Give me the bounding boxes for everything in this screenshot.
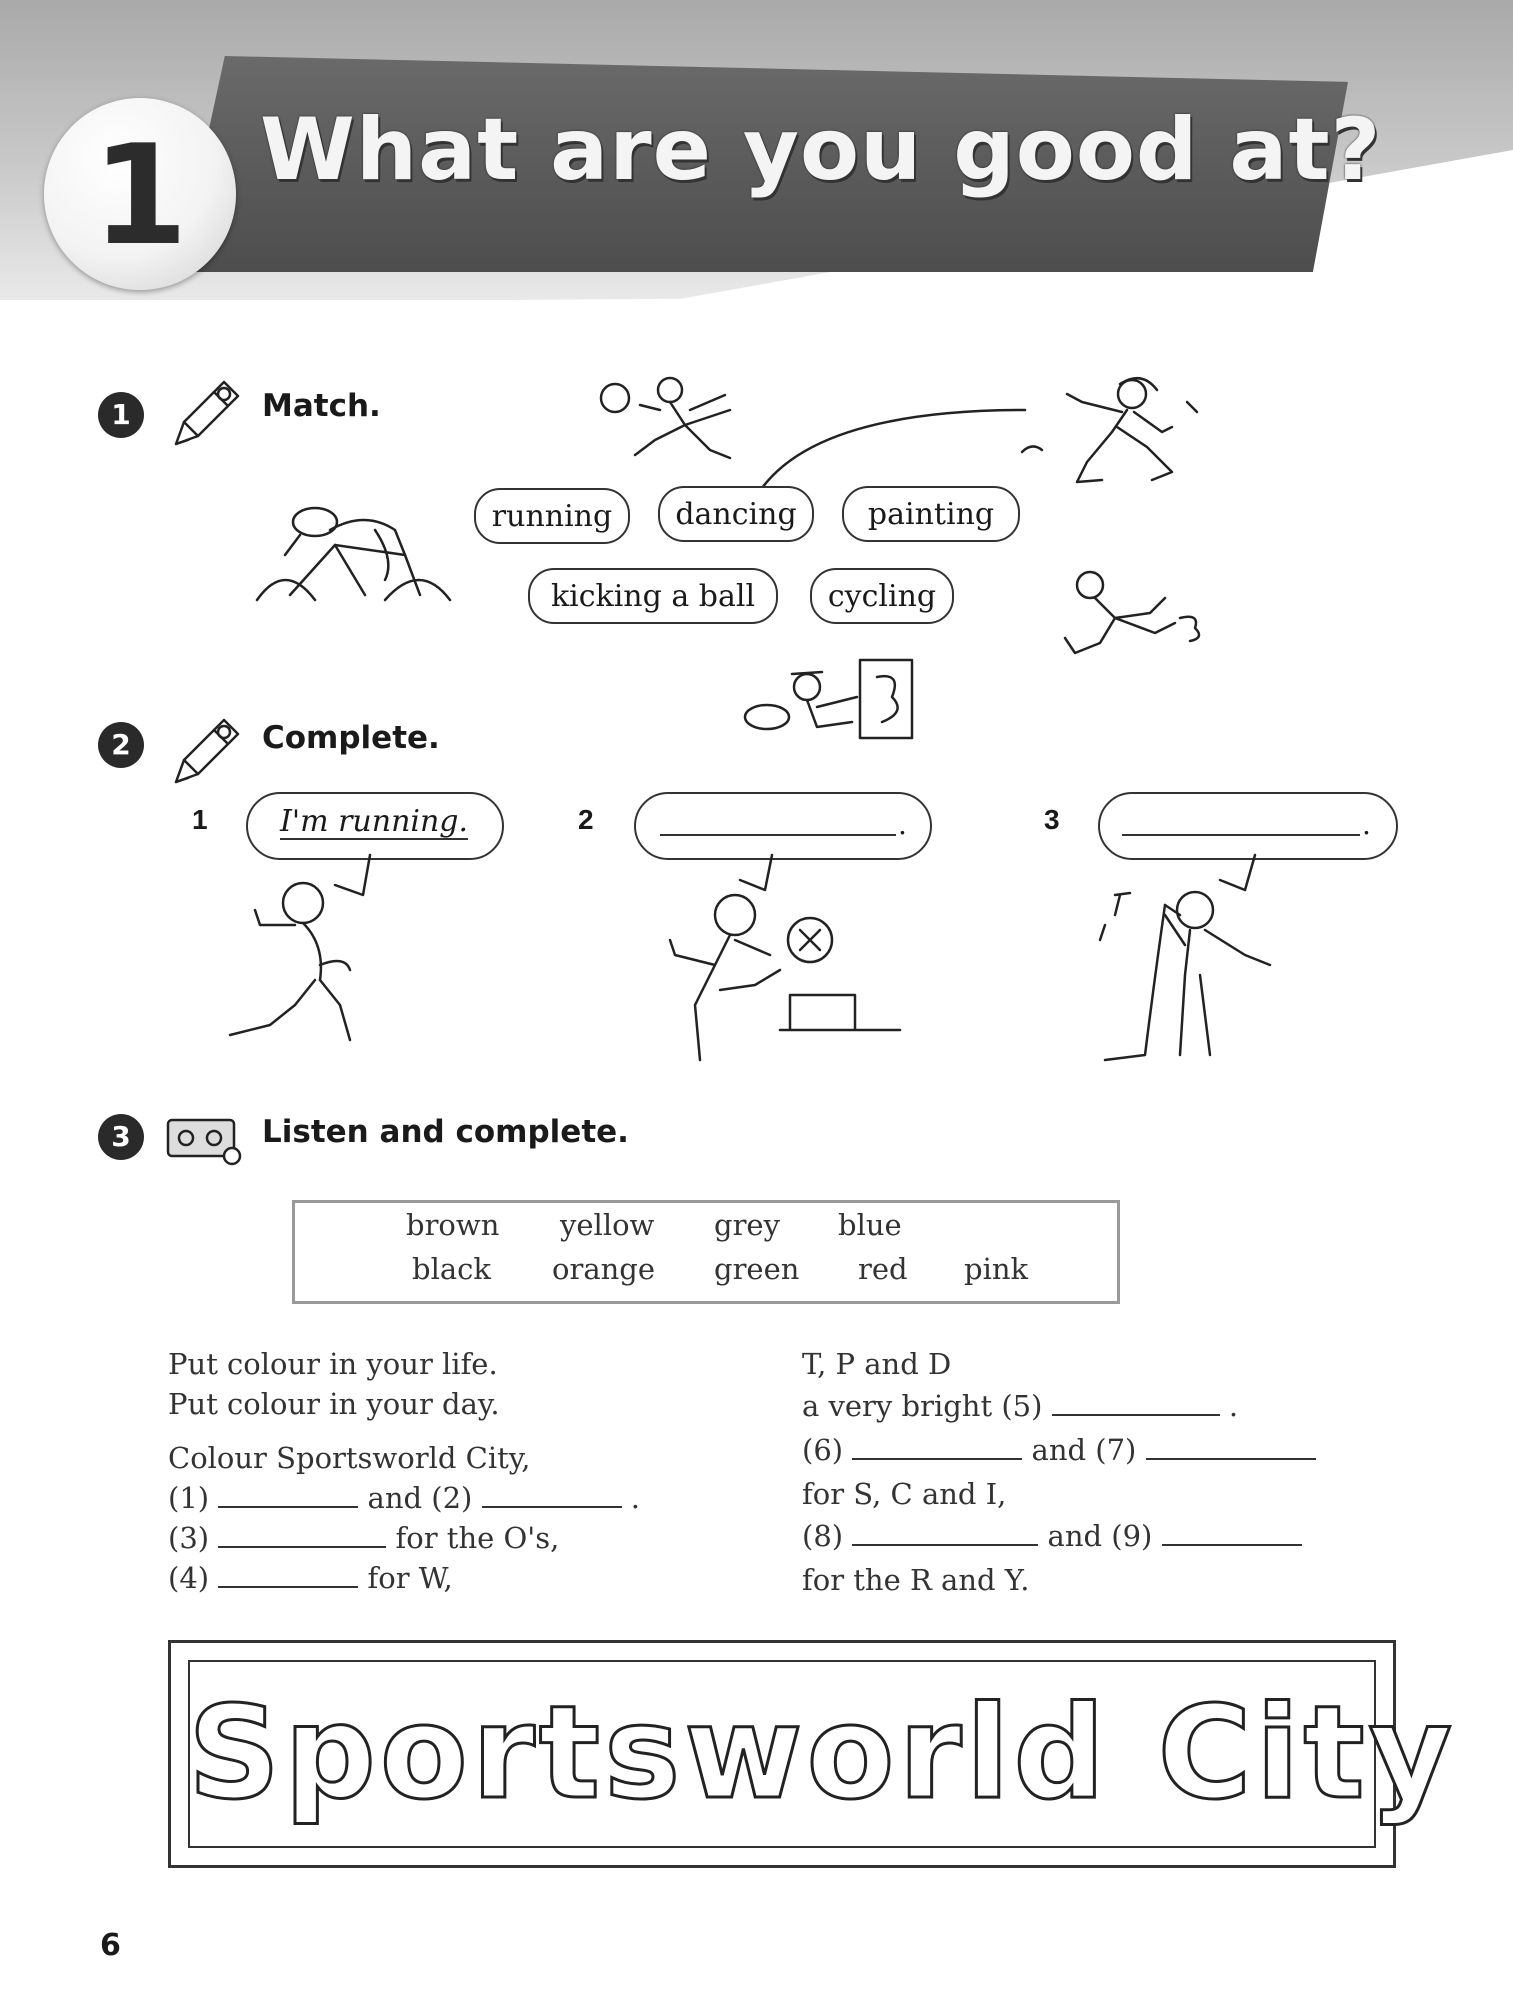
blank-1-label: (1) — [168, 1481, 210, 1515]
colour-brown: brown — [406, 1208, 500, 1242]
pencil-icon — [166, 372, 246, 452]
line-4-period: . — [630, 1481, 641, 1515]
blank-3-label: (3) — [168, 1521, 210, 1555]
blank-7-label: and (7) — [1031, 1433, 1137, 1467]
blank-9-label: and (9) — [1047, 1519, 1153, 1553]
blank-7[interactable] — [1146, 1432, 1316, 1460]
colour-orange: orange — [552, 1252, 656, 1286]
colour-yellow: yellow — [560, 1208, 655, 1242]
blank-6[interactable] — [852, 1432, 1022, 1460]
blank-8-label: (8) — [802, 1519, 844, 1553]
blank-1[interactable] — [218, 1480, 358, 1508]
blank-3[interactable] — [218, 1520, 386, 1548]
blank-4-label: (4) — [168, 1561, 210, 1595]
exercise-2-number: 2 — [98, 722, 144, 768]
poem-left-line-6-text: for W, — [367, 1561, 453, 1595]
blank-5[interactable] — [1052, 1388, 1220, 1416]
colour-black: black — [412, 1252, 491, 1286]
poem-left-line-6 — [168, 1558, 453, 1598]
page-title: What are you good at? — [260, 100, 1382, 200]
colour-green: green — [714, 1252, 800, 1286]
poem-left-line-2: Put colour in your day. — [168, 1387, 500, 1421]
kicking-boy-illustration — [600, 370, 750, 470]
item-1-number: 1 — [192, 804, 208, 835]
answer-1: I'm running. — [280, 804, 469, 839]
exercise-3-title: Listen and complete. — [262, 1114, 629, 1150]
poem-left-line-5 — [168, 1518, 559, 1558]
running-figure-illustration — [225, 855, 405, 1045]
singing-figure-illustration — [1085, 855, 1285, 1065]
sportsworld-city-sign[interactable]: Sportsworld City — [188, 1679, 1457, 1828]
word-kicking-a-ball: kicking a ball — [528, 568, 778, 624]
poem-right-line-1: T, P and D — [802, 1347, 952, 1381]
poem-right-line-4: for S, C and I, — [802, 1477, 1007, 1511]
painter-illustration — [742, 652, 922, 742]
colour-red: red — [858, 1252, 908, 1286]
blank-9[interactable] — [1162, 1518, 1302, 1546]
poem-right-line-2 — [802, 1386, 1238, 1426]
poem-left-line-4 — [168, 1478, 640, 1518]
colour-pink: pink — [964, 1252, 1029, 1286]
page-number: 6 — [100, 1928, 121, 1963]
blank-4[interactable] — [218, 1560, 358, 1588]
answer-3-period: . — [1362, 808, 1371, 841]
poem-right-line-5 — [802, 1516, 1302, 1556]
pencil-icon — [166, 710, 246, 790]
blank-6-label: (6) — [802, 1433, 844, 1467]
unit-number: 1 — [91, 115, 189, 276]
colour-grey: grey — [714, 1208, 780, 1242]
item-2-number: 2 — [578, 804, 594, 835]
exercise-2-title: Complete. — [262, 720, 440, 756]
poem-right-line-3 — [802, 1430, 1316, 1470]
exercise-1-title: Match. — [262, 388, 381, 424]
running-boy-illustration — [1055, 563, 1215, 663]
poem-left-line-3: Colour Sportsworld City, — [168, 1441, 531, 1475]
word-painting: painting — [842, 486, 1020, 542]
poem-right-line-6: for the R and Y. — [802, 1563, 1030, 1597]
blank-8[interactable] — [852, 1518, 1038, 1546]
answer-2-period: . — [898, 808, 907, 841]
cyclist-illustration — [255, 500, 455, 610]
poem-left-line-5-text: for the O's, — [395, 1521, 560, 1555]
line-2-period: . — [1228, 1389, 1239, 1423]
exercise-1-number: 1 — [98, 392, 144, 438]
exercise-3-number: 3 — [98, 1114, 144, 1160]
colour-blue: blue — [838, 1208, 902, 1242]
blank-2-label: and (2) — [367, 1481, 473, 1515]
answer-3-blank[interactable] — [1122, 812, 1360, 836]
word-running: running — [474, 488, 630, 544]
football-figure-illustration — [660, 855, 920, 1065]
blank-5-label: a very bright (5) — [802, 1389, 1043, 1423]
item-3-number: 3 — [1044, 804, 1060, 835]
word-cycling: cycling — [810, 568, 954, 624]
answer-2-blank[interactable] — [660, 812, 896, 836]
blank-2[interactable] — [482, 1480, 622, 1508]
match-example-line — [760, 400, 1030, 490]
word-dancing: dancing — [658, 486, 814, 542]
poem-left-line-1: Put colour in your life. — [168, 1347, 498, 1381]
cassette-icon — [166, 1118, 244, 1166]
dancing-girl-illustration — [1022, 372, 1212, 487]
